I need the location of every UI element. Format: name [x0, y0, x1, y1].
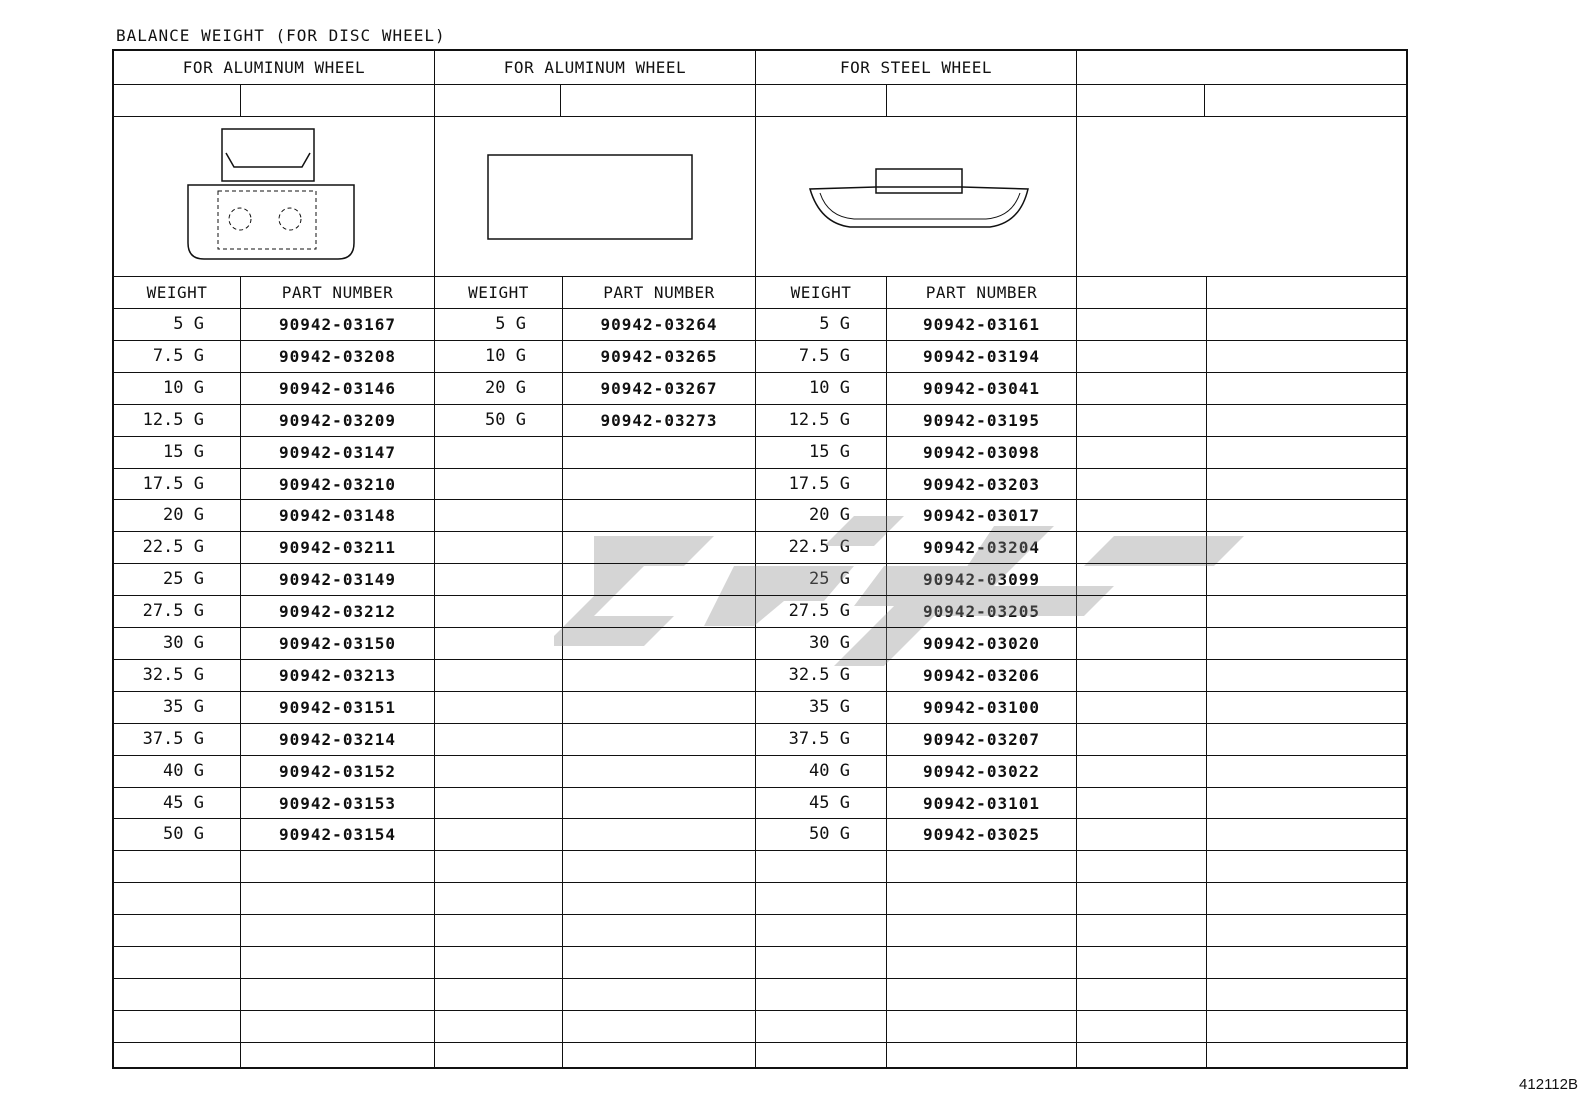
row-divider: [114, 755, 1406, 756]
sub-divider: [240, 84, 241, 116]
part-number-cell: 90942-03161: [923, 314, 1040, 334]
part-number-cell: 90942-03212: [279, 601, 396, 621]
weight-cell: 10 G: [809, 378, 850, 398]
weight-cell: 10 G: [163, 378, 204, 398]
part-number-cell: 90942-03020: [923, 633, 1040, 653]
weight-cell: 30 G: [809, 633, 850, 653]
sub-divider: [886, 84, 887, 116]
part-number-cell: 90942-03151: [279, 697, 396, 717]
row-divider: [114, 1042, 1406, 1043]
clip-on-weight-icon: [174, 123, 374, 273]
part-number-cell: 90942-03195: [923, 410, 1040, 430]
weight-cell: 22.5 G: [788, 537, 850, 557]
part-number-cell: 90942-03264: [600, 314, 718, 334]
part-number-cell: 90942-03099: [923, 569, 1040, 589]
part-number-cell: 90942-03152: [279, 761, 396, 781]
part-number-cell: 90942-03207: [923, 729, 1040, 749]
weight-cell: 10 G: [485, 346, 526, 366]
row-divider: [114, 404, 1406, 405]
row-divider: [114, 627, 1406, 628]
weight-cell: 45 G: [163, 793, 204, 813]
part-number-cell: 90942-03206: [923, 665, 1040, 685]
row-divider: [114, 436, 1406, 437]
weight-cell: 50 G: [163, 824, 204, 844]
weight-cell: 22.5 G: [142, 537, 204, 557]
weight-cell: 32.5 G: [788, 665, 850, 685]
sub-divider: [560, 84, 561, 116]
part-number-cell: 90942-03153: [279, 793, 396, 813]
column-weight: WEIGHT: [468, 283, 529, 302]
part-number-cell: 90942-03211: [279, 537, 396, 557]
row-divider: [114, 818, 1406, 819]
row-divider: [114, 914, 1406, 915]
row-divider: [114, 563, 1406, 564]
part-number-cell: 90942-03017: [923, 505, 1040, 525]
weight-cell: 15 G: [163, 442, 204, 462]
balance-weight-table: [112, 49, 1408, 1069]
part-number-cell: 90942-03205: [923, 601, 1040, 621]
row-divider: [114, 499, 1406, 500]
weight-cell: 37.5 G: [142, 729, 204, 749]
weight-cell: 7.5 G: [152, 346, 204, 366]
row-divider: [114, 372, 1406, 373]
weight-cell: 35 G: [163, 697, 204, 717]
part-number-cell: 90942-03267: [600, 378, 718, 398]
weight-cell: 17.5 G: [142, 474, 204, 494]
group-heading: FOR STEEL WHEEL: [840, 58, 992, 77]
part-number-cell: 90942-03265: [600, 346, 718, 366]
part-number-cell: 90942-03210: [279, 474, 396, 494]
part-number-cell: 90942-03100: [923, 697, 1040, 717]
part-number-cell: 90942-03041: [923, 378, 1040, 398]
part-number-cell: 90942-03098: [923, 442, 1040, 462]
document-title: BALANCE WEIGHT (FOR DISC WHEEL): [116, 26, 446, 45]
weight-cell: 20 G: [809, 505, 850, 525]
weight-cell: 45 G: [809, 793, 850, 813]
weight-cell: 5 G: [173, 314, 204, 334]
group-heading: FOR ALUMINUM WHEEL: [182, 58, 366, 77]
weight-cell: 27.5 G: [142, 601, 204, 621]
weight-cell: 35 G: [809, 697, 850, 717]
part-number-cell: 90942-03150: [279, 633, 396, 653]
steel-clip-weight-icon: [800, 163, 1040, 243]
part-number-cell: 90942-03149: [279, 569, 396, 589]
row-divider: [114, 691, 1406, 692]
part-number-cell: 90942-03209: [279, 410, 396, 430]
weight-cell: 50 G: [809, 824, 850, 844]
row-divider: [114, 882, 1406, 883]
row-divider: [114, 276, 1406, 277]
column-part-number: PART NUMBER: [281, 283, 394, 302]
part-number-cell: 90942-03025: [923, 824, 1040, 844]
weight-cell: 12.5 G: [788, 410, 850, 430]
weight-cell: 5 G: [819, 314, 850, 334]
part-number-cell: 90942-03213: [279, 665, 396, 685]
row-divider: [114, 531, 1406, 532]
row-divider: [114, 723, 1406, 724]
column-part-number: PART NUMBER: [603, 283, 715, 302]
part-number-cell: 90942-03147: [279, 442, 396, 462]
part-number-cell: 90942-03101: [923, 793, 1040, 813]
figure-code: 412112B: [1519, 1076, 1578, 1093]
weight-cell: 5 G: [495, 314, 526, 334]
weight-cell: 27.5 G: [788, 601, 850, 621]
row-divider: [114, 595, 1406, 596]
part-number-cell: 90942-03214: [279, 729, 396, 749]
part-number-cell: 90942-03204: [923, 537, 1040, 557]
row-divider: [114, 659, 1406, 660]
weight-cell: 37.5 G: [788, 729, 850, 749]
weight-cell: 40 G: [809, 761, 850, 781]
weight-cell: 20 G: [163, 505, 204, 525]
row-divider: [114, 468, 1406, 469]
weight-cell: 7.5 G: [798, 346, 850, 366]
row-divider: [114, 946, 1406, 947]
column-part-number: PART NUMBER: [925, 283, 1038, 302]
part-number-cell: 90942-03148: [279, 505, 396, 525]
row-divider: [114, 340, 1406, 341]
weight-cell: 32.5 G: [142, 665, 204, 685]
part-number-cell: 90942-03273: [600, 410, 718, 430]
weight-cell: 25 G: [163, 569, 204, 589]
weight-cell: 15 G: [809, 442, 850, 462]
row-divider: [114, 1010, 1406, 1011]
weight-cell: 20 G: [485, 378, 526, 398]
row-divider: [114, 850, 1406, 851]
part-number-cell: 90942-03167: [279, 314, 396, 334]
part-number-cell: 90942-03194: [923, 346, 1040, 366]
weight-cell: 50 G: [485, 410, 526, 430]
row-divider: [114, 978, 1406, 979]
part-number-cell: 90942-03208: [279, 346, 396, 366]
column-weight: WEIGHT: [790, 283, 852, 302]
row-divider: [114, 116, 1406, 117]
row-divider: [114, 84, 1406, 85]
weight-cell: 30 G: [163, 633, 204, 653]
weight-cell: 40 G: [163, 761, 204, 781]
group-heading: FOR ALUMINUM WHEEL: [503, 58, 687, 77]
sub-divider: [1204, 84, 1205, 116]
part-number-cell: 90942-03022: [923, 761, 1040, 781]
part-number-cell: 90942-03203: [923, 474, 1040, 494]
column-weight: WEIGHT: [146, 283, 208, 302]
weight-cell: 25 G: [809, 569, 850, 589]
sub-divider: [1206, 276, 1207, 1067]
adhesive-weight-icon: [474, 143, 714, 243]
row-divider: [114, 308, 1406, 309]
weight-cell: 17.5 G: [788, 474, 850, 494]
row-divider: [114, 787, 1406, 788]
weight-cell: 12.5 G: [142, 410, 204, 430]
part-number-cell: 90942-03154: [279, 824, 396, 844]
part-number-cell: 90942-03146: [279, 378, 396, 398]
